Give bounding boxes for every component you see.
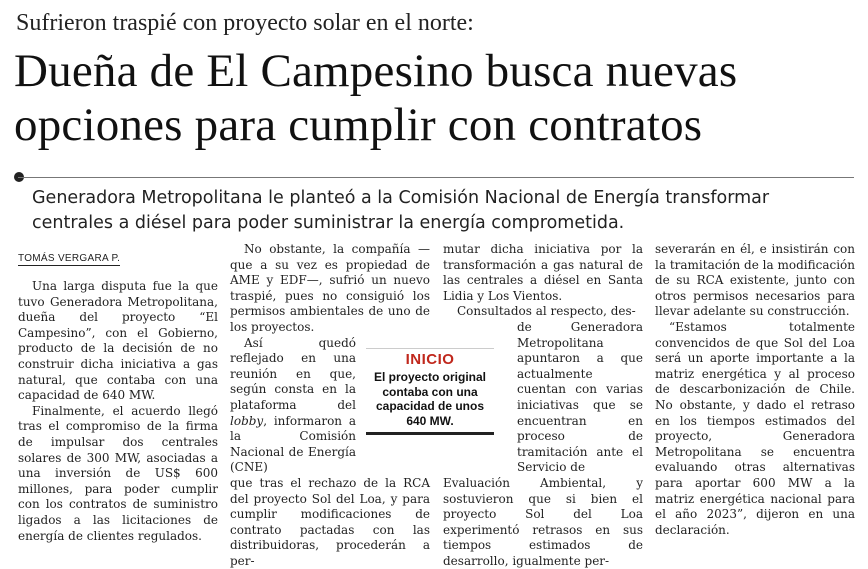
kicker: Sufrieron traspié con proyecto solar en el norte: [16, 10, 474, 36]
paragraph: de Generadora Metropolitana apuntaron a que actualmente cuentan con varias iniciativas que se encuentran en proceso de tramitación ante el Servicio de [517, 319, 643, 475]
pull-quote-text: El proyecto original contaba con una capacidad de unos 640 MW. [373, 370, 487, 428]
divider-rule [18, 177, 854, 178]
deck: Generadora Metropolitana le planteó a la Comisión Nacional de Energía transformar centrales a diésel para poder suministrar la energía comprometida. [32, 188, 770, 233]
wrapped-text [517, 320, 643, 476]
paragraph: que tras el rechazo de la RCA del proyecto Sol del Loa, y para cumplir modificaciones de contrato pactadas con las distribuidoras, procederán a per- [230, 475, 430, 568]
paragraph: No obstante, la compañía —que a su vez es propiedad de AME y EDF—, sufrió un nuevo traspié, pues no consiguió los permisos ambientales de uno de los proyectos. [230, 242, 430, 334]
paragraph: Consultados al respecto, des- [457, 304, 636, 319]
column-4 [655, 242, 855, 538]
text-span: Así quedó reflejado en una reunión en que, según consta en la plataforma del [230, 335, 356, 412]
paragraph: Evaluación Ambiental, y sostuvieron que si bien el proyecto Sol del Loa experimentó retrasos en sus tiempos estimados de desarrollo, igualmente per- [443, 475, 643, 568]
pull-quote-label: INICIO [405, 351, 455, 368]
paragraph: Una larga disputa fue la que tuvo Generadora Metropolitana, dueña del proyecto “El Campesino”, con el Gobierno, producto de la decisión de no construir dicha iniciativa a gas natural, que contaba con una capacidad de 640 MW. [18, 279, 218, 403]
paragraph [230, 336, 356, 476]
italic-word: lobby [230, 413, 264, 428]
paragraph: Finalmente, el acuerdo llegó tras el compromiso de la firma de impulsar dos centrales solares de 300 MW, asociadas a una inversión de US$ 600 millones, para poder cumplir con los contratos de suministro ligados a las licitaciones de energía de clientes regulados. [18, 403, 218, 543]
wrapped-text [230, 336, 356, 476]
paragraph: mutar dicha iniciativa por la transformación a gas natural de las centrales a diésel en Santa Lidia y Los Vientos. [443, 242, 643, 303]
column-1 [18, 279, 218, 544]
text-span: , informaron a la Comisión Nacional de Energía (CNE) [230, 413, 356, 475]
paragraph: “Estamos totalmente convencidos de que Sol del Loa será un aporte importante a la matriz energética y al proceso de descarbonización de Chile. No obstante, y dado el retraso en los tiempos estimados del proyecto, Generadora Metropolitana se encuentra evaluando otras alternativas para aportar 600 MW a la matriz energética nacional para el año 2023”, dijeron en una declaración. [655, 319, 855, 537]
byline: TOMÁS VERGARA P. [18, 253, 121, 264]
headline: Dueña de El Campesino busca nuevas opciones para cumplir con contratos [14, 45, 738, 151]
column-3 [443, 242, 643, 569]
paragraph: severarán en él, e insistirán con la tramitación de la modificación de su RCA existente, junto con otros permisos necesarios para llevar adelante su construcción. [655, 242, 855, 319]
